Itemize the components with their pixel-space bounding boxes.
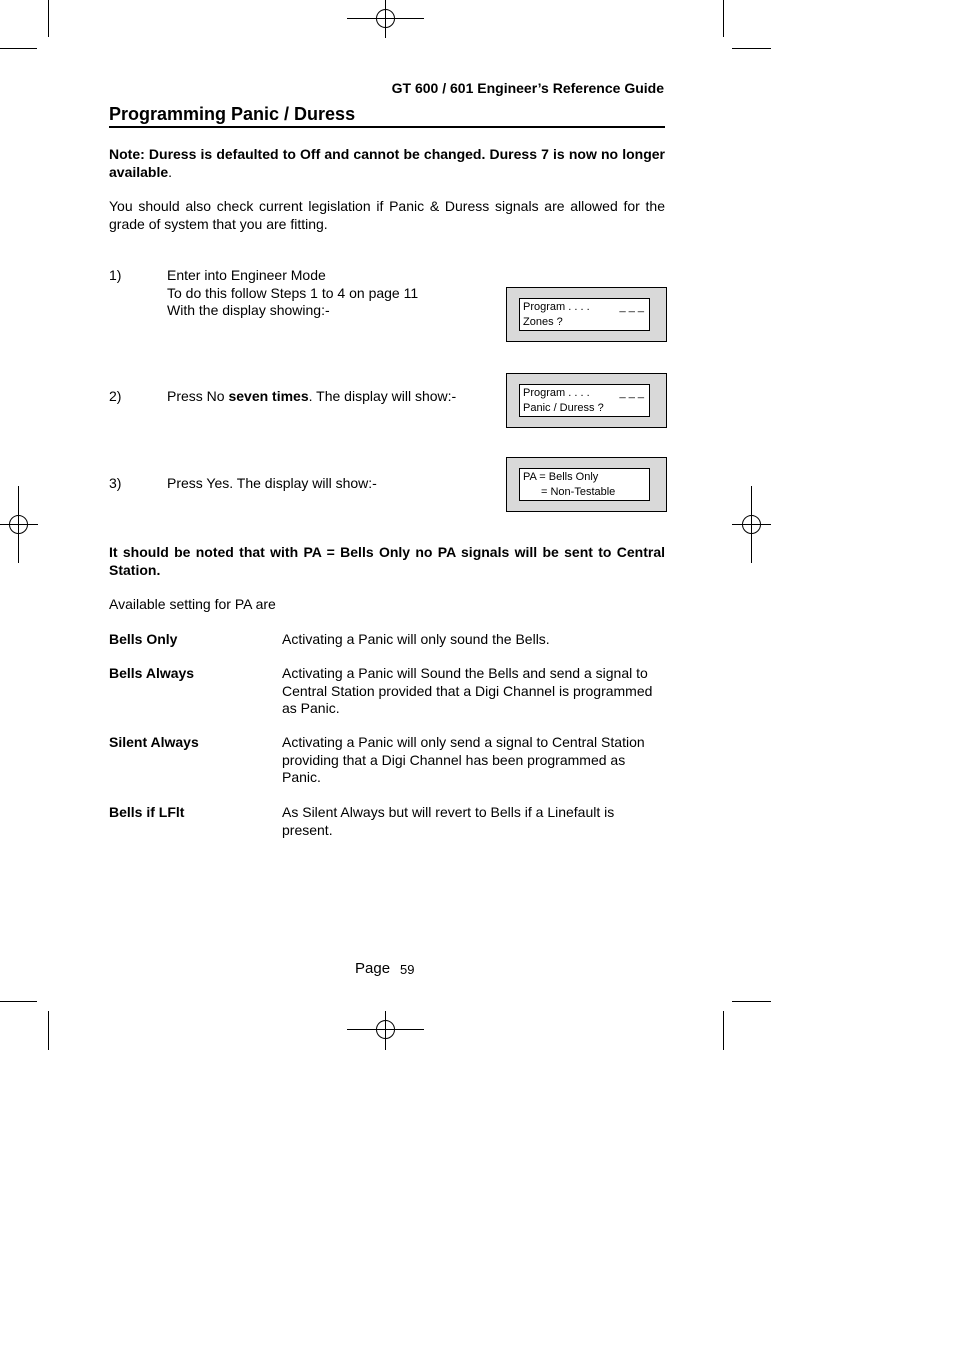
setting-term: Bells if LFlt <box>109 804 185 820</box>
step-2-post: . The display will show:- <box>308 388 457 404</box>
crop-mark <box>0 1001 37 1002</box>
lcd-display-1 <box>506 287 667 342</box>
lcd-line-1: Program . . . . <box>523 301 590 313</box>
lcd-display-2 <box>506 373 667 428</box>
page-label: Page <box>355 960 391 977</box>
step-2-bold: seven times <box>228 388 309 404</box>
lcd-line-1: PA = Bells Only <box>523 471 599 483</box>
lcd-display-3 <box>506 457 667 512</box>
step-3-number: 3) <box>109 475 122 491</box>
setting-description: Activating a Panic will only sound the Bells. <box>282 631 550 647</box>
section-title: Programming Panic / Duress <box>109 104 356 124</box>
step-3-text: Press Yes. The display will show:- <box>167 475 377 491</box>
lcd-screen <box>519 298 650 331</box>
title-rule <box>109 126 665 128</box>
step-1-text <box>167 267 487 320</box>
step-2-number: 2) <box>109 388 122 404</box>
lcd-line-1: Program . . . . <box>523 387 590 399</box>
step-1-number: 1) <box>109 267 122 283</box>
step-2-text <box>167 388 487 406</box>
lcd-line-2: = Non-Testable <box>541 486 616 498</box>
lcd-screen <box>519 468 650 501</box>
setting-description: Activating a Panic will only send a signal to Central Station providing that a Digi Channel has been programmed as Panic. <box>282 734 645 785</box>
lcd-dashes: _ _ _ <box>619 301 644 313</box>
crop-mark <box>48 1011 49 1050</box>
page-number: 59 <box>400 962 415 977</box>
setting-term: Silent Always <box>109 734 199 750</box>
warning-paragraph: It should be noted that with PA = Bells Only no PA signals will be sent to Central Station. <box>109 544 665 578</box>
lcd-screen <box>519 384 650 417</box>
setting-term: Bells Always <box>109 665 195 681</box>
lcd-line-2: Zones ? <box>523 316 563 328</box>
note-paragraph <box>109 146 665 181</box>
crop-mark <box>723 1011 724 1050</box>
crop-mark <box>732 1001 771 1002</box>
guide-title: GT 600 / 601 Engineer’s Reference Guide <box>391 80 664 96</box>
note-end: . <box>168 163 173 180</box>
note-bold: Note: Duress is defaulted to Off and cannot be changed. Duress 7 is now no longer available <box>109 146 665 180</box>
crop-mark <box>732 48 771 49</box>
crop-mark <box>0 48 37 49</box>
setting-description: As Silent Always but will revert to Bells if a Linefault is present. <box>282 804 615 838</box>
intro-paragraph: You should also check current legislation if Panic & Duress signals are allowed for the grade of system that you are fitting. <box>109 198 665 232</box>
setting-term: Bells Only <box>109 631 178 647</box>
setting-description: Activating a Panic will Sound the Bells and send a signal to Central Station provided that a Digi Channel is programmed as Panic. <box>282 665 653 716</box>
step-2-pre: Press No <box>167 388 229 404</box>
crop-mark <box>723 0 724 37</box>
lcd-line-2: Panic / Duress ? <box>523 402 604 414</box>
crop-mark <box>48 0 49 37</box>
available-label: Available setting for PA are <box>109 596 276 612</box>
lcd-dashes: _ _ _ <box>619 387 644 399</box>
step-1-line: To do this follow Steps 1 to 4 on page 11 <box>167 284 419 301</box>
step-1-line: With the display showing:- <box>167 302 330 318</box>
step-1-line: Enter into Engineer Mode <box>167 267 326 283</box>
